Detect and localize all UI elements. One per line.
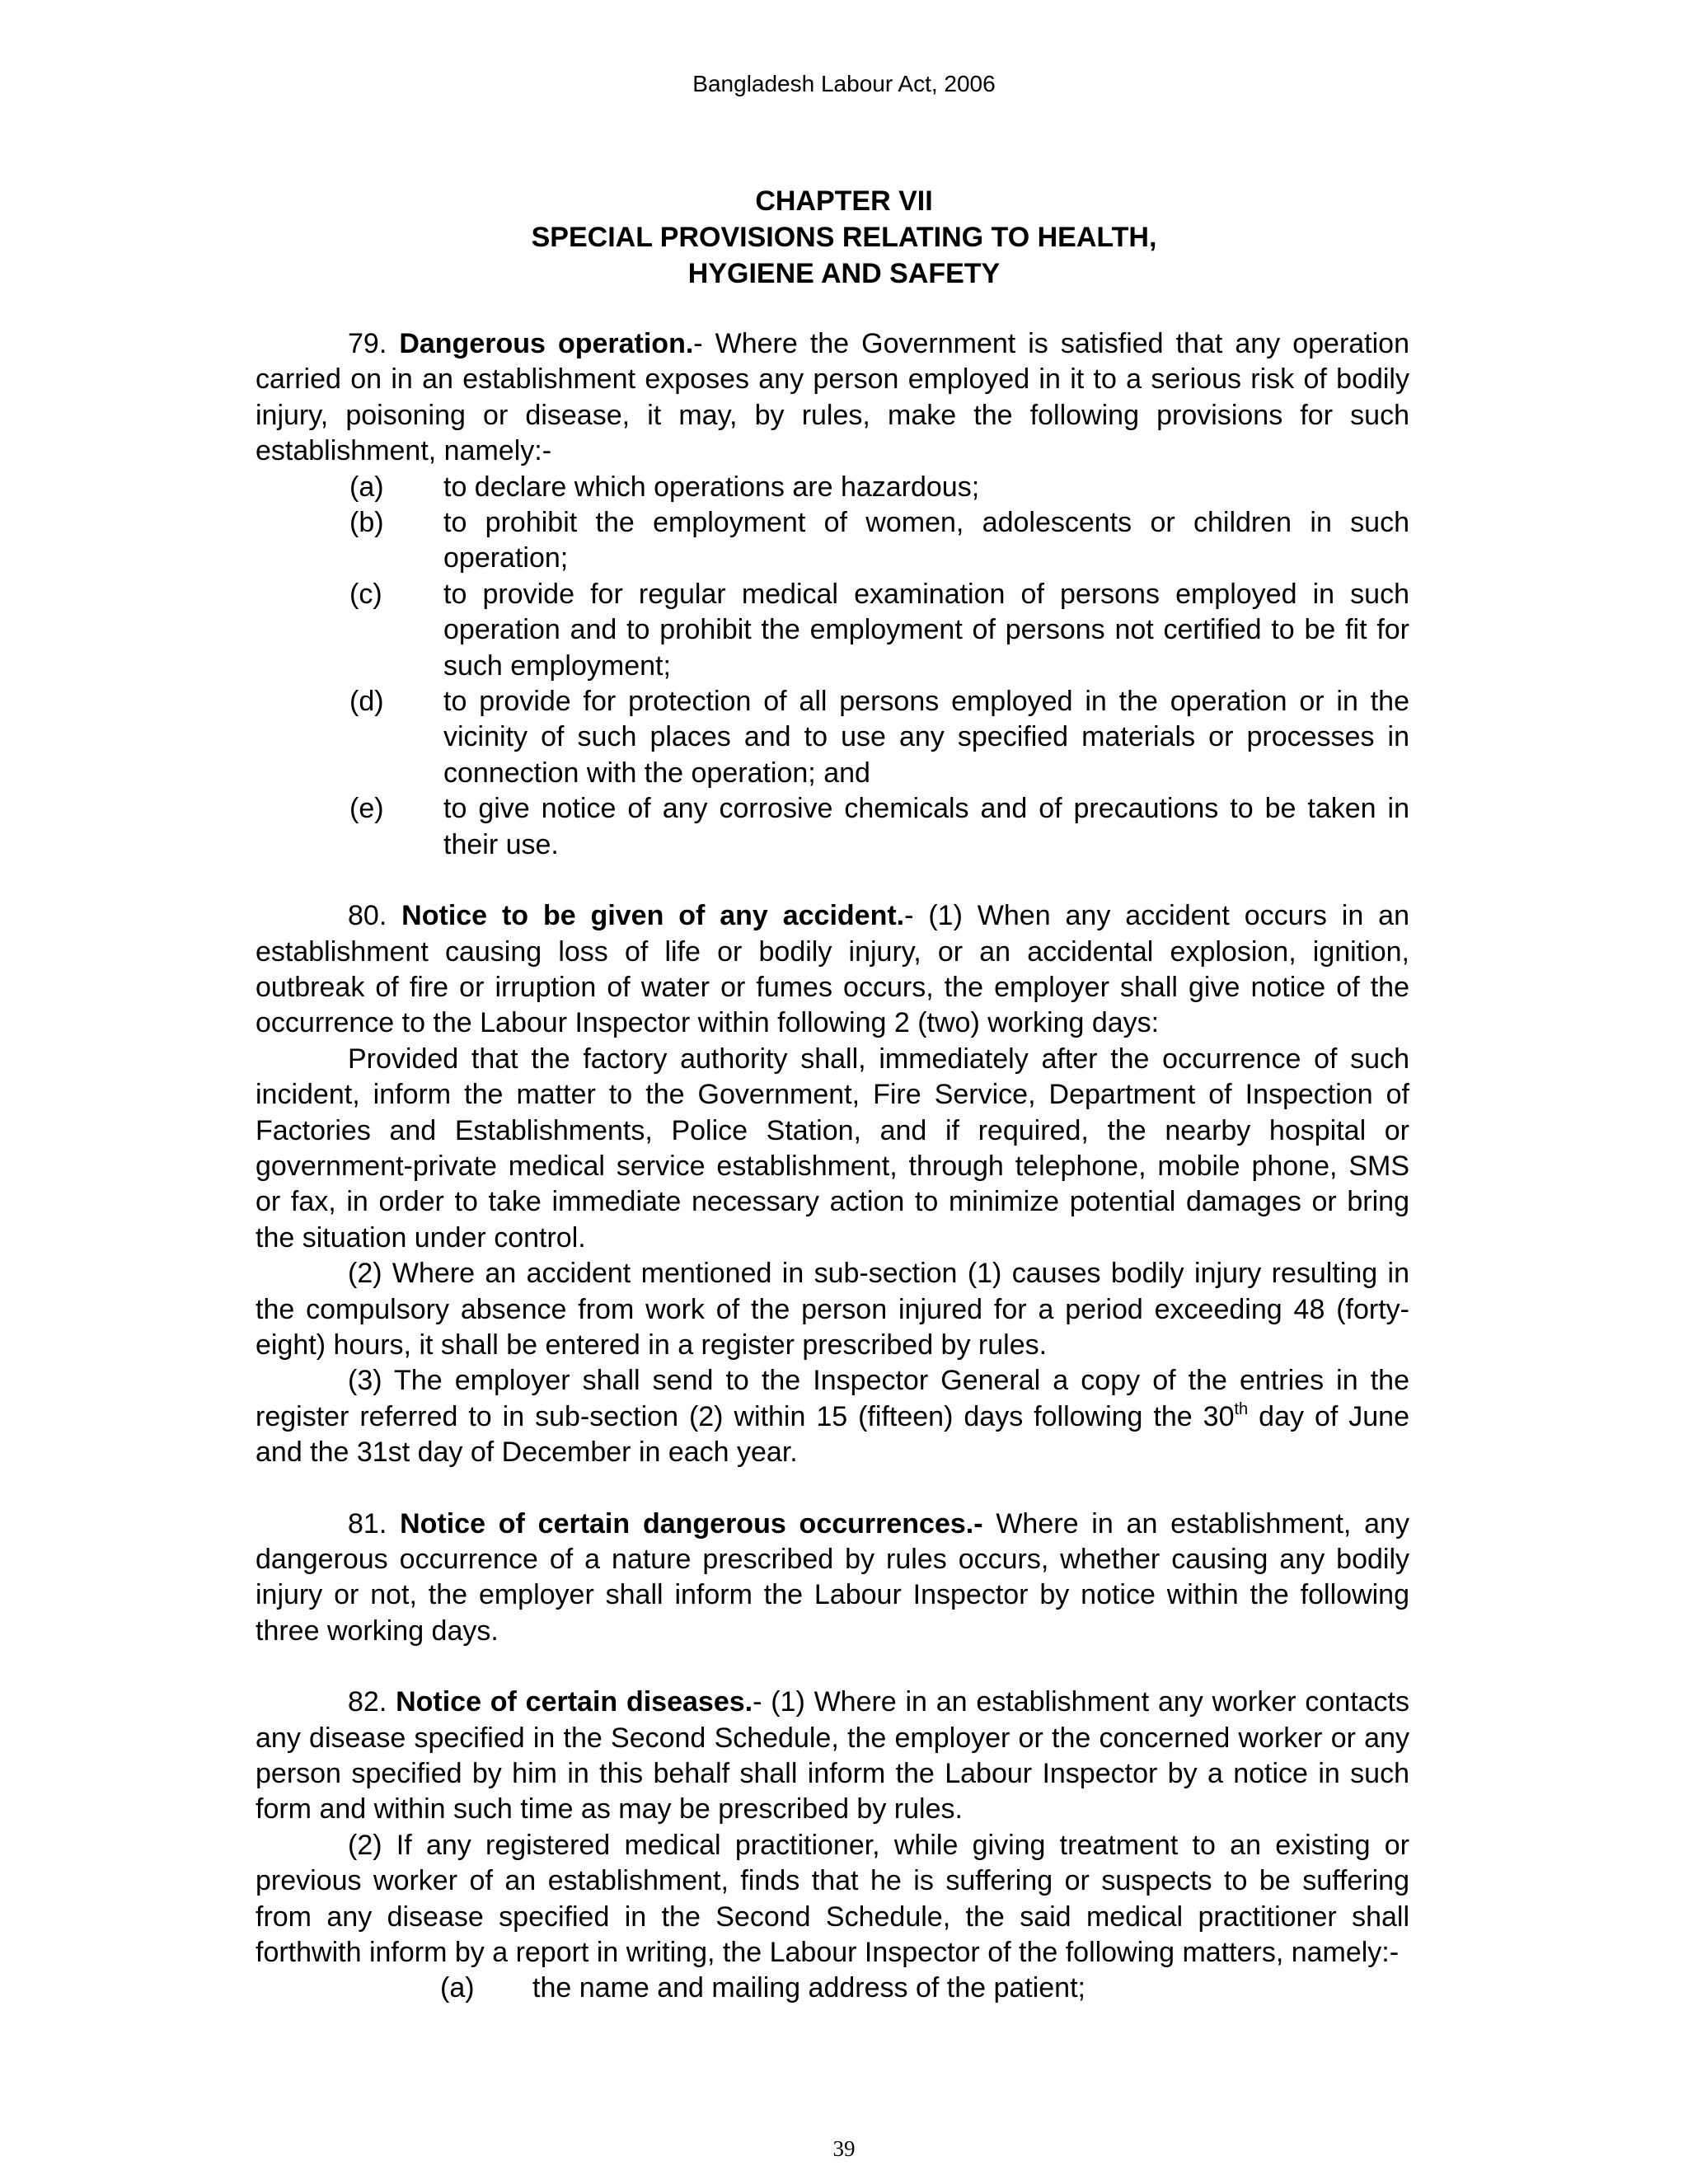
chapter-title-line-1: SPECIAL PROVISIONS RELATING TO HEALTH, [531,222,1157,253]
list-text: to provide for protection of all persons employed in the operation or in the vicinity of such places and to use any specified materials or processes in connection with the operation; and [443,686,1409,789]
section-text: Where in an establishment, any dangerous occurrence of a nature prescribed by rules occurs, whether causing any bodily injury or not, the employer shall inform the Labour Inspector by notice within the following three working days. [256,1507,1409,1647]
list-item [256,684,1409,791]
list-text: the name and mailing address of the patient; [532,1972,1085,2004]
section-number: 79. [348,328,387,359]
document-body [256,326,1409,2007]
list-label: (e) [349,793,384,825]
list-item [256,791,1409,863]
section-text: - (1) Where in an establishment any worker contacts any disease specified in the Second Schedule, the employer or the concerned worker or any person specified by him in this behalf shall inform the Labour Inspector by a notice in such form and within such time as may be prescribed by rules. [256,1686,1410,1825]
list-item [256,577,1409,684]
ordinal-superscript: th [1234,1399,1249,1418]
section-heading: Dangerous operation. [399,328,694,359]
page-number: 39 [832,2136,856,2161]
section-text: - (1) When any accident occurs in an establishment causing loss of life or bodily injury, or an accidental explosion, ignition, outbreak of fire or irruption of water or fumes occurs, the employer shall give notice of the occurrence to the Labour Inspector within following 2 (two) working days: [256,900,1409,1039]
section-heading: Notice of certain dangerous occurrences.- [400,1507,983,1540]
section-79 [256,326,1409,470]
list-label: (b) [349,507,384,539]
section-80-subsection-2: (2) Where an accident mentioned in sub-section (1) causes bodily injury resulting in the compulsory absence from work of the person injured for a period exceeding 48 (forty-eight) hours, it shall be entered in a register prescribed by rules. [256,1258,1409,1361]
list-label: (a) [440,1972,475,2004]
section-82 [256,1685,1409,1828]
section-text: - Where the Government is satisfied that any operation carried on in an establishment exposes any person employed in it to a serious risk of bodily injury, poisoning or disease, it may, by rules, make the following provisions for such establishment, namely:- [256,328,1409,467]
section-number: 82. [348,1686,387,1718]
list-label: (d) [349,686,384,718]
list-text: to prohibit the employment of women, adolescents or children in such operation; [443,507,1409,574]
chapter-title-line-2: HYGIENE AND SAFETY [687,258,1001,289]
running-header: Bangladesh Labour Act, 2006 [692,71,996,96]
section-80-subsection-3: (3) The employer shall send to the Inspector General a copy of the entries in the register referred to in sub-section (2) within 15 (fifteen) days following the 30th day of June and the 31st day of December in each year. [256,1365,1409,1469]
list-text: to give notice of any corrosive chemicals and of precautions to be taken in their use. [443,793,1409,860]
list-text: to declare which operations are hazardous; [443,471,980,503]
section-number: 80. [348,900,387,932]
section-heading: Notice to be given of any accident. [401,900,905,932]
chapter-number: CHAPTER VII [755,185,933,217]
chapter-heading [0,183,1688,292]
list-label: (c) [349,578,382,610]
list-label: (a) [349,471,384,503]
section-number: 81. [348,1507,387,1540]
list-text: to provide for regular medical examination of persons employed in such operation and to prohibit the employment of persons not certified to be fit for such employment; [443,578,1409,682]
list-item [256,470,1409,505]
section-80-proviso: Provided that the factory authority shall, immediately after the occurrence of such incident, inform the matter to the Government, Fire Service, Department of Inspection of Factories and Establishments, Police Station, and if required, the nearby hospital or government-private medical service establishment, through telephone, mobile phone, SMS or fax, in order to take immediate necessary action to minimize potential damages or bring the situation under control. [256,1043,1409,1254]
section-80 [256,898,1409,1042]
section-81 [256,1507,1409,1650]
section-82-subsection-2: (2) If any registered medical practitioner, while giving treatment to an existing or previous worker of an establishment, finds that he is suffering or suspects to be suffering from any disease specified in the Second Schedule, the said medical practitioner shall forthwith inform by a report in writing, the Labour Inspector of the following matters, namely:- [256,1829,1409,1969]
list-item [256,1971,1409,2006]
section-heading: Notice of certain diseases. [396,1686,753,1718]
list-item [256,505,1409,577]
